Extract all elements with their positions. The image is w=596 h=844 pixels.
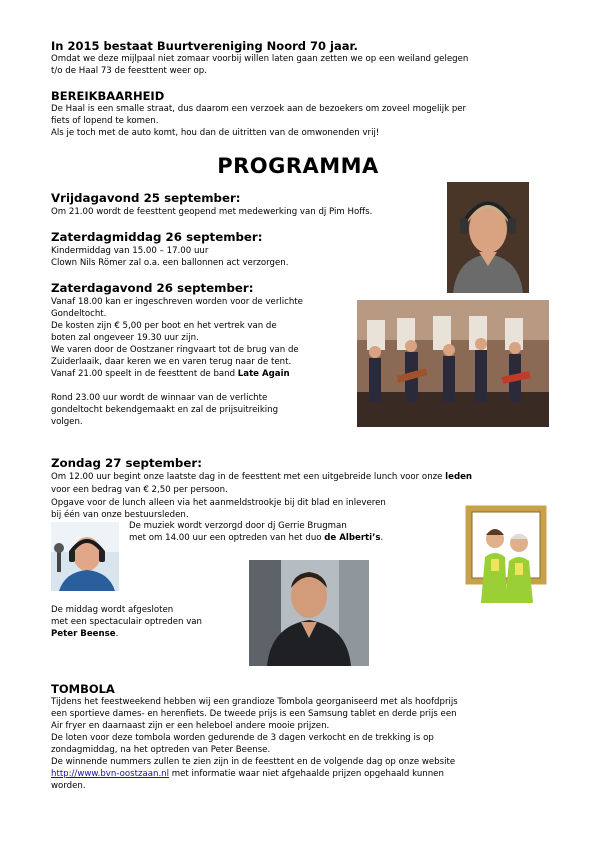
band-prefix: Vanaf 21.00 speelt in de feesttent de band [51, 369, 238, 379]
prize-line: volgen. [51, 417, 83, 427]
sunday-members: leden [445, 472, 473, 482]
band-late-again-photo [357, 300, 549, 427]
sunday-line [51, 471, 472, 483]
sunday-title: Zondag 27 september: [51, 456, 202, 470]
access-line: De Haal is een smalle straat, dus daarom een verzoek aan de bezoekers om zoveel mogelijk per [51, 104, 467, 114]
duo-line [129, 532, 383, 544]
duo-name: de Alberti’s [324, 533, 381, 543]
tombola-line: Air fryer en daarnaast zijn er een heleboel andere mooie prijzen. [51, 721, 330, 731]
band-line [51, 368, 290, 380]
tombola-link-line [51, 768, 444, 780]
friday-title: Vrijdagavond 25 september: [51, 191, 241, 205]
access-line: Als je toch met de auto komt, hou dan de uitritten van de omwonenden vrij! [51, 128, 380, 138]
sat-afternoon-title: Zaterdagmiddag 26 september: [51, 230, 263, 244]
tombola-line: De winnende nummers zullen te zien zijn in de feesttent en de volgende dag op onze website [51, 757, 456, 767]
prize-line: Rond 23.00 uur wordt de winnaar van de verlichte [51, 393, 268, 403]
sat-afternoon-line: Kindermiddag van 15.00 – 17.00 uur [51, 246, 209, 256]
sunday-line: Opgave voor de lunch alleen via het aanmeldstrookje bij dit blad en inleveren [51, 498, 386, 508]
sat-evening-line: boten zal ongeveer 19.30 uur zijn. [51, 333, 199, 343]
sat-evening-line: Gondeltocht. [51, 309, 107, 319]
website-link[interactable]: http://www.bvn-oostzaan.nl [51, 769, 170, 779]
duo-alberti-photo [465, 505, 547, 603]
intro-title: In 2015 bestaat Buurtvereniging Noord 70 jaar. [51, 39, 358, 53]
access-title: BEREIKBAARHEID [51, 89, 165, 103]
friday-line: Om 21.00 wordt de feesttent geopend met medewerking van dj Pim Hoffs. [51, 207, 373, 217]
tombola-line: zondagmiddag, na het optreden van Peter Beense. [51, 745, 271, 755]
tombola-line: worden. [51, 781, 86, 791]
peter-beense-name: Peter Beense [51, 629, 116, 639]
intro-line: Omdat we deze mijlpaal niet zomaar voorbij willen laten gaan zetten we op een weiland gelegen [51, 54, 469, 64]
sunday-line-prefix: Om 12.00 uur begint onze laatste dag in de feesttent met een uitgebreide lunch voor onze [51, 472, 446, 482]
tombola-after-link: met informatie waar niet afgehaalde prijzen opgehaald kunnen [169, 769, 444, 779]
sunday-line: voor een bedrag van € 2,50 per persoon. [51, 485, 228, 495]
peter-beense-photo [249, 560, 369, 666]
access-line: fiets of lopend te komen. [51, 116, 159, 126]
duo-suffix: . [380, 533, 384, 543]
closing-line: De middag wordt afgesloten [51, 605, 174, 615]
sat-evening-line: We varen door de Oostzaner ringvaart tot de brug van de [51, 345, 299, 355]
sat-afternoon-line: Clown Nils Römer zal o.a. een ballonnen act verzorgen. [51, 258, 289, 268]
tombola-line: Tijdens het feestweekend hebben wij een grandioze Tombola georganiseerd met als hoofdprijs [51, 697, 458, 707]
sunday-line: bij één van onze bestuursleden. [51, 510, 189, 520]
sat-evening-title: Zaterdagavond 26 september: [51, 281, 254, 295]
tombola-line: een sportieve dames- en herenfiets. De tweede prijs is een Samsung tablet en derde prijs een [51, 709, 457, 719]
tombola-line: De loten voor deze tombola worden gedurende de 3 dagen verkocht en de trekking is op [51, 733, 434, 743]
closing-line: met een spectaculair optreden van [51, 617, 203, 627]
duo-prefix: met om 14.00 uur een optreden van het duo [129, 533, 325, 543]
prize-line: gondeltocht bekendgemaakt en zal de prijsuitreiking [51, 405, 279, 415]
closing-name-line [51, 628, 118, 640]
program-title: PROGRAMMA [217, 154, 379, 178]
tombola-title: TOMBOLA [51, 682, 115, 696]
closing-suffix: . [115, 629, 119, 639]
sat-evening-line: De kosten zijn € 5,00 per boot en het vertrek van de [51, 321, 277, 331]
band-name: Late Again [237, 369, 290, 379]
sat-evening-line: Zuiderlaaik, daar keren we en varen terug naar de tent. [51, 357, 292, 367]
dj-gerrie-brugman-photo [51, 522, 119, 591]
dj-pim-hoffs-photo [447, 182, 529, 293]
music-line: De muziek wordt verzorgd door dj Gerrie Brugman [129, 521, 347, 531]
sat-evening-line: Vanaf 18.00 kan er ingeschreven worden voor de verlichte [51, 297, 303, 307]
intro-line: t/o de Haal 73 de feesttent weer op. [51, 66, 207, 76]
